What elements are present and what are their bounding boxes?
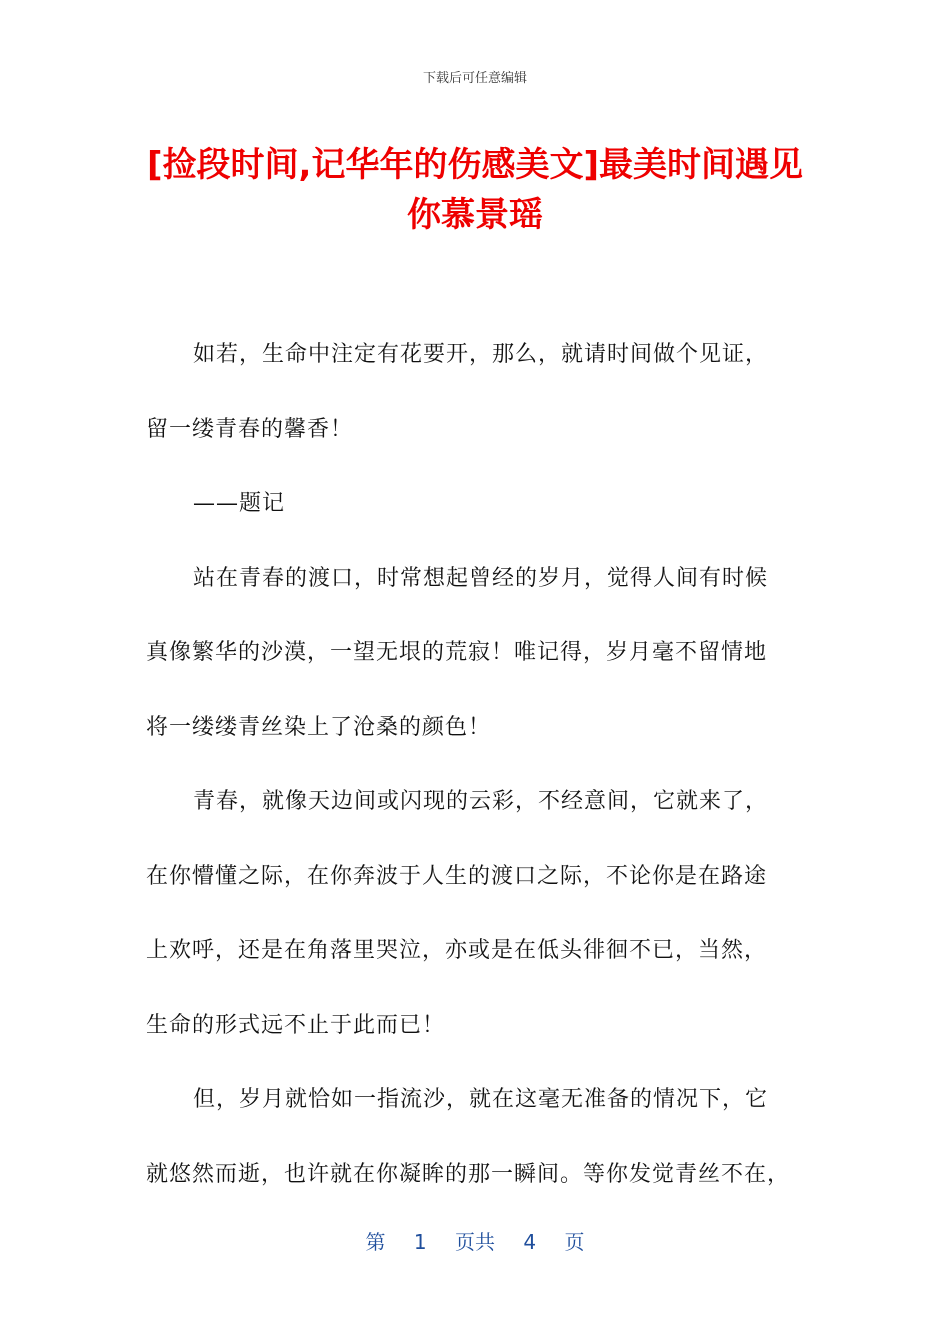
paragraph-line: 上欢呼，还是在角落里哭泣，亦或是在低头徘徊不已，当然， — [146, 938, 768, 963]
paragraph-line: 生命的形式远不止于此而已！ — [146, 1012, 446, 1038]
epigraph-signature: ——题记 — [193, 491, 286, 516]
footer-total-pages: 4 — [523, 1230, 537, 1254]
paragraph-line: 在你懵懂之际，在你奔波于人生的渡口之际，不论你是在路途 — [146, 863, 768, 889]
article-body — [146, 318, 806, 1212]
paragraph-line: 站在青春的渡口，时常想起曾经的岁月，觉得人间有时候 — [193, 565, 769, 591]
paragraph-line: 青春，就像天边间或闪现的云彩，不经意间，它就来了， — [193, 789, 769, 814]
paragraph-line: 如若，生命中注定有花要开，那么，就请时间做个见证， — [193, 342, 769, 367]
paragraph-line: 就悠然而逝，也许就在你凝眸的那一瞬间。等你发觉青丝不在， — [146, 1161, 791, 1187]
footer-label-prefix: 第 — [365, 1230, 386, 1254]
footer-current-page: 1 — [413, 1230, 427, 1254]
paragraph-line: 但，岁月就恰如一指流沙，就在这毫无准备的情况下，它 — [193, 1087, 769, 1112]
title-line-1: [捡段时间,记华年的伤感美文]最美时间遇见 — [147, 145, 803, 185]
paragraph-line: 真像繁华的沙漠，一望无垠的荒寂！唯记得，岁月毫不留情地 — [146, 640, 768, 665]
page-footer — [0, 1226, 950, 1255]
title-line-2: 你慕景瑶 — [407, 195, 543, 235]
footer-label-suffix: 页 — [564, 1230, 585, 1254]
paragraph-line: 留一缕青春的馨香！ — [146, 416, 354, 442]
footer-label-middle: 页共 — [455, 1230, 495, 1254]
paragraph-line: 将一缕缕青丝染上了沧桑的颜色！ — [146, 714, 492, 740]
document-title — [120, 140, 830, 240]
header-note: 下载后可任意编辑 — [422, 71, 527, 86]
